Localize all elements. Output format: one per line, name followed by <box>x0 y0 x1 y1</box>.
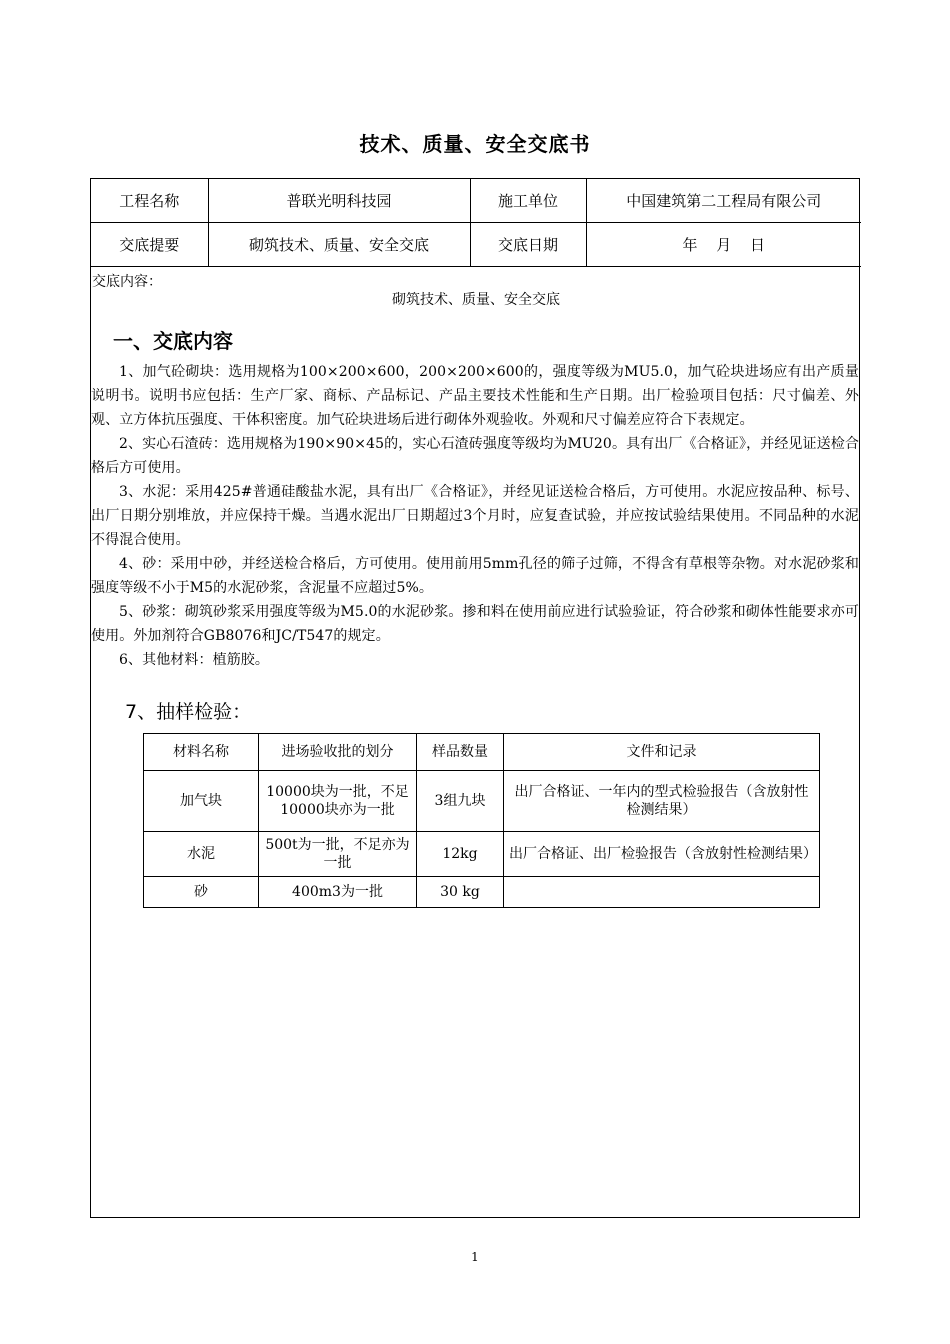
sampling-table <box>143 733 820 908</box>
header-table <box>91 179 861 267</box>
summary-value: 砌筑技术、质量、安全交底 <box>208 223 470 267</box>
sampling-header-quantity: 样品数量 <box>417 734 504 771</box>
paragraph-mortar: 5、砂浆：砌筑砂浆采用强度等级为M5.0的水泥砂浆。掺和料在使用前应进行试验验证，符合砂浆和砌体性能要求亦可使用。外加剂符合GB8076和JC/T547的规定。 <box>91 604 859 644</box>
table-cell: 出厂合格证、一年内的型式检验报告（含放射性检测结果） <box>504 771 820 832</box>
paragraph-list <box>91 360 859 672</box>
sampling-header-row <box>144 734 820 771</box>
table-row <box>144 832 820 877</box>
header-row-2 <box>91 223 861 267</box>
table-cell: 出厂合格证、出厂检验报告（含放射性检测结果） <box>504 832 820 877</box>
sampling-header-material: 材料名称 <box>144 734 259 771</box>
table-cell <box>504 877 820 908</box>
table-cell: 加气块 <box>144 771 259 832</box>
page-number: 1 <box>471 1250 479 1264</box>
table-row <box>144 771 820 832</box>
paragraph-solid-brick: 2、实心石渣砖：选用规格为190×90×45的，实心石渣砖强度等级均为MU20。具有出厂《合格证》，并经见证送检合格后方可使用。 <box>91 436 859 476</box>
document-frame <box>90 178 860 1218</box>
table-cell: 500t为一批，不足亦为一批 <box>259 832 417 877</box>
sampling-header-documents: 文件和记录 <box>504 734 820 771</box>
project-name-value: 普联光明科技园 <box>208 179 470 223</box>
date-label: 交底日期 <box>470 223 586 267</box>
table-cell: 400m3为一批 <box>259 877 417 908</box>
date-value: 年 月 日 <box>586 223 861 267</box>
table-cell: 水泥 <box>144 832 259 877</box>
table-cell: 12kg <box>417 832 504 877</box>
project-name-label: 工程名称 <box>91 179 208 223</box>
paragraph-aerated-block: 1、加气砼砌块：选用规格为100×200×600，200×200×600的，强度等级为MU5.0，加气砼块进场应有出产质量说明书。说明书应包括：生产厂家、商标、产品标记、产品主要技术性能和生产日期。出厂检验项目包括：尺寸偏差、外观、立方体抗压强度、干体积密度。加气砼块进场后进行砌体外观验收。外观和尺寸偏差应符合下表规定。 <box>91 364 859 428</box>
document-title: 技术、质量、安全交底书 <box>359 132 591 156</box>
content-subtitle: 砌筑技术、质量、安全交底 <box>392 292 560 308</box>
intro-label: 交底内容： <box>92 274 162 290</box>
table-cell: 3组九块 <box>417 771 504 832</box>
table-cell: 10000块为一批，不足10000块亦为一批 <box>259 771 417 832</box>
sampling-heading: 7、抽样检验： <box>125 701 252 723</box>
section-heading: 一、交底内容 <box>113 329 233 353</box>
sampling-header-batch: 进场验收批的划分 <box>259 734 417 771</box>
contractor-value: 中国建筑第二工程局有限公司 <box>586 179 861 223</box>
table-row <box>144 877 820 908</box>
paragraph-sand: 4、砂：采用中砂，并经送检合格后，方可使用。使用前用5mm孔径的筛子过筛，不得含有草根等杂物。对水泥砂浆和强度等级不小于M5的水泥砂浆，含泥量不应超过5%。 <box>91 556 859 596</box>
paragraph-cement: 3、水泥：采用425#普通硅酸盐水泥，具有出厂《合格证》，并经见证送检合格后，方可使用。水泥应按品种、标号、出厂日期分别堆放，并应保持干燥。当遇水泥出厂日期超过3个月时，应复查试验，并应按试验结果使用。不同品种的水泥不得混合使用。 <box>91 484 859 548</box>
table-cell: 砂 <box>144 877 259 908</box>
header-row-1 <box>91 179 861 223</box>
summary-label: 交底提要 <box>91 223 208 267</box>
contractor-label: 施工单位 <box>470 179 586 223</box>
table-cell: 30 kg <box>417 877 504 908</box>
paragraph-other-materials: 6、其他材料：植筋胶。 <box>119 652 270 668</box>
